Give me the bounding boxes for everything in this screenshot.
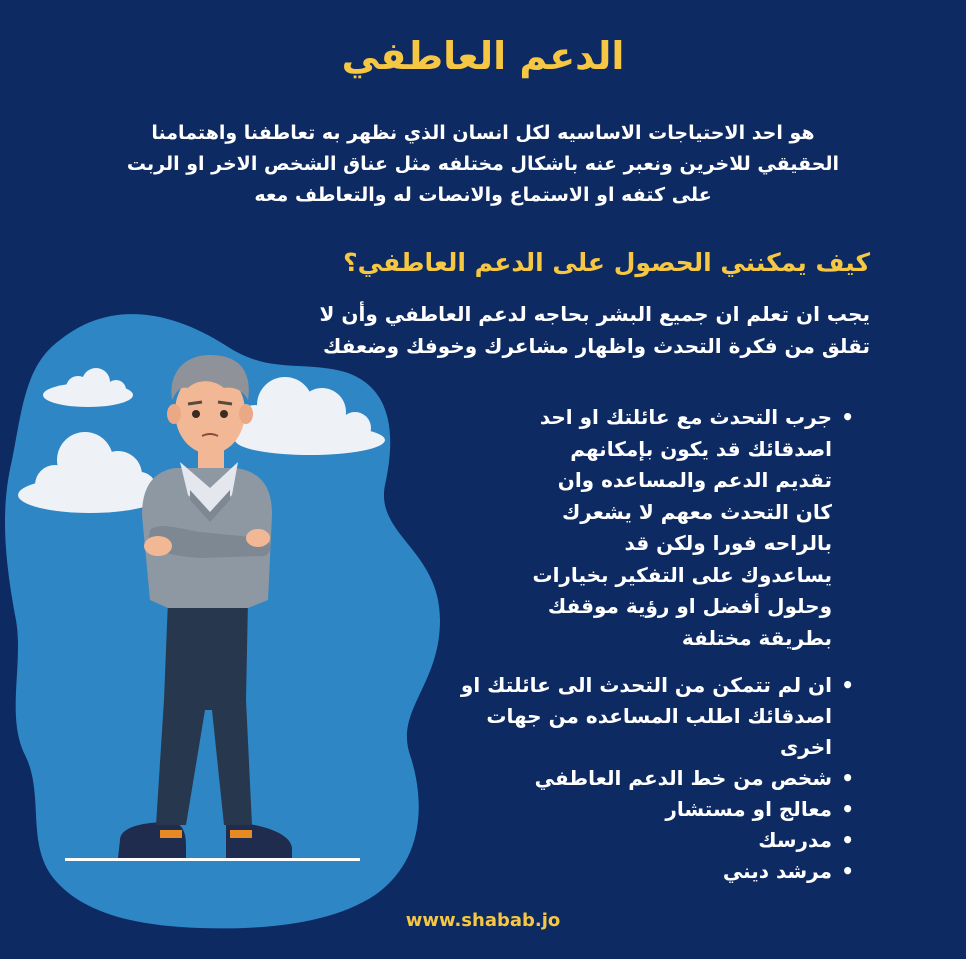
list-item: • معالج او مستشار xyxy=(452,794,832,825)
right-eyebrow xyxy=(218,402,232,404)
right-eye xyxy=(220,410,228,418)
tips-list xyxy=(532,402,854,654)
left-shoe-stripe xyxy=(160,830,182,838)
right-shoe-stripe xyxy=(230,830,252,838)
intro-paragraph xyxy=(95,118,871,211)
options-list xyxy=(452,670,854,887)
character-illustration xyxy=(0,300,470,940)
right-hand xyxy=(246,529,270,547)
intro-line: على كتفه او الاستماع والانصات له والتعاطف معه xyxy=(254,184,712,206)
website-link[interactable]: www.shabab.jo xyxy=(405,910,561,931)
ground-line xyxy=(65,858,360,861)
list-item: • ان لم تتمكن من التحدث الى عائلتك او اصدقائك اطلب المساعده من جهات اخرى xyxy=(452,670,832,763)
page-title: الدعم العاطفي xyxy=(341,34,625,78)
section-subtitle: كيف يمكنني الحصول على الدعم العاطفي؟ xyxy=(343,248,870,277)
intro-line: هو احد الاحتياجات الاساسيه لكل انسان الذي نظهر به تعاطفنا واهتمامنا xyxy=(151,122,815,144)
section-text-line: يجب ان تعلم ان جميع البشر بحاجه لدعم العاطفي وأن لا xyxy=(319,302,870,326)
list-item: • شخص من خط الدعم العاطفي xyxy=(452,763,832,794)
intro-line: الحقيقي للاخرين ونعبر عنه باشكال مختلفه مثل عناق الشخص الاخر او الربت xyxy=(126,153,840,175)
list-item: • مدرسك xyxy=(452,825,832,856)
section-text-line: تقلق من فكرة التحدث واظهار مشاعرك وخوفك وضعفك xyxy=(323,334,870,358)
left-eyebrow xyxy=(188,402,202,404)
left-hand xyxy=(144,536,172,556)
left-ear xyxy=(167,404,181,424)
left-eye xyxy=(192,410,200,418)
list-item: • مرشد ديني xyxy=(452,856,832,887)
list-item: • جرب التحدث مع عائلتك او احد اصدقائك قد يكون بإمكانهم تقديم الدعم والمساعده وان كان التحدث معهم لا يشعرك بالراحه فورا ولكن قد يساعدوك على التفكير بخيارات وحلول أفضل او رؤية موقفك بطريقة مختلفة xyxy=(532,402,832,654)
right-ear xyxy=(239,404,253,424)
